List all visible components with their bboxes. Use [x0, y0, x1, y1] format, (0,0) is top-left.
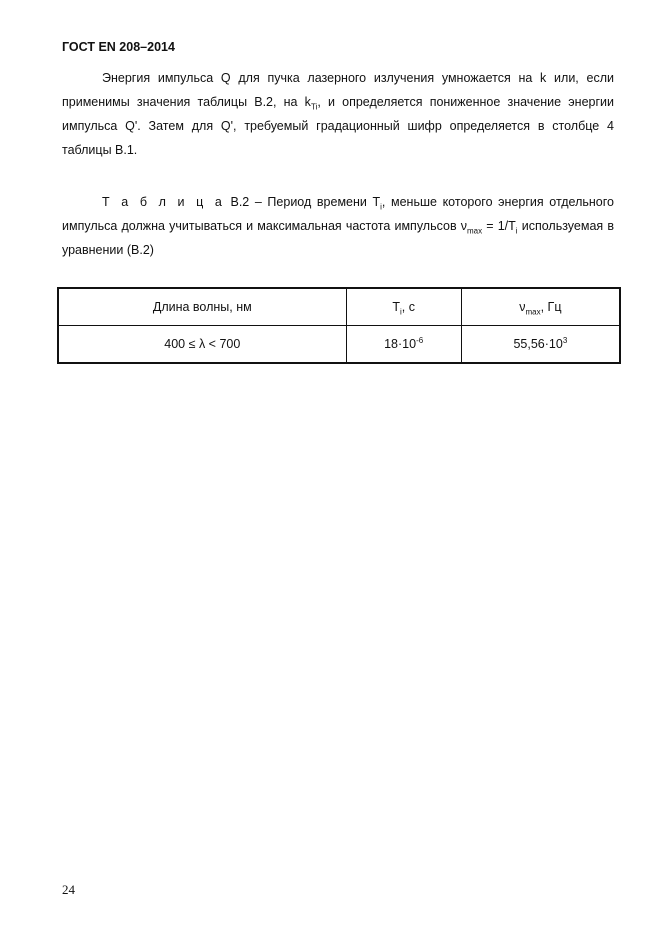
table-cell-time-period: $18\cdot 10^{-6}$ — [346, 326, 461, 364]
paragraph1-text-1: Энергия импульса Q для пучка лазерного излучения умножается на k или, если применимы значения таблицы В.2, на k — [62, 71, 614, 109]
column-header-max-frequency: $\nu_{max}$, Гц — [461, 288, 620, 326]
table-caption-sub-3: i — [515, 226, 518, 236]
paragraph1-text-2: , и определяется пониженное значение энергии импульса Q'. Затем для Q', требуемый градационный шифр определяется в столбце 4 таблицы В.1. — [62, 95, 614, 157]
table-header-row — [58, 288, 620, 326]
data-table — [57, 287, 621, 364]
table-cell-max-frequency: $55,56\cdot 10^3$ — [461, 326, 620, 364]
table-row — [58, 326, 620, 364]
table-caption — [62, 190, 614, 262]
document-code: ГОСТ EN 208–2014 — [62, 40, 175, 54]
table-caption-text-1: В.2 – Период времени T — [224, 195, 381, 209]
paragraph1-sub-1: Ti — [310, 102, 318, 112]
table-caption-sub-1: i — [380, 202, 382, 212]
column-header-wavelength: Длина волны, нм — [58, 288, 346, 326]
table-cell-wavelength: 400 ≤ λ < 700 — [58, 326, 346, 364]
column-header-time-period: $T_i$, с — [346, 288, 461, 326]
table-caption-text-3: = 1/T — [482, 219, 516, 233]
table-caption-label: Т а б л и ц а — [102, 195, 225, 209]
table-caption-sub-2: max — [467, 226, 483, 236]
paragraph-pulse-energy — [62, 66, 614, 162]
table-caption-text-2: , меньше которого энергия отдельного импульса должна учитываться и максимальная частота импульсов ν — [62, 195, 614, 233]
page-number: 24 — [62, 882, 75, 897]
table-caption-text-4: используемая в уравнении (В.2) — [62, 219, 614, 257]
